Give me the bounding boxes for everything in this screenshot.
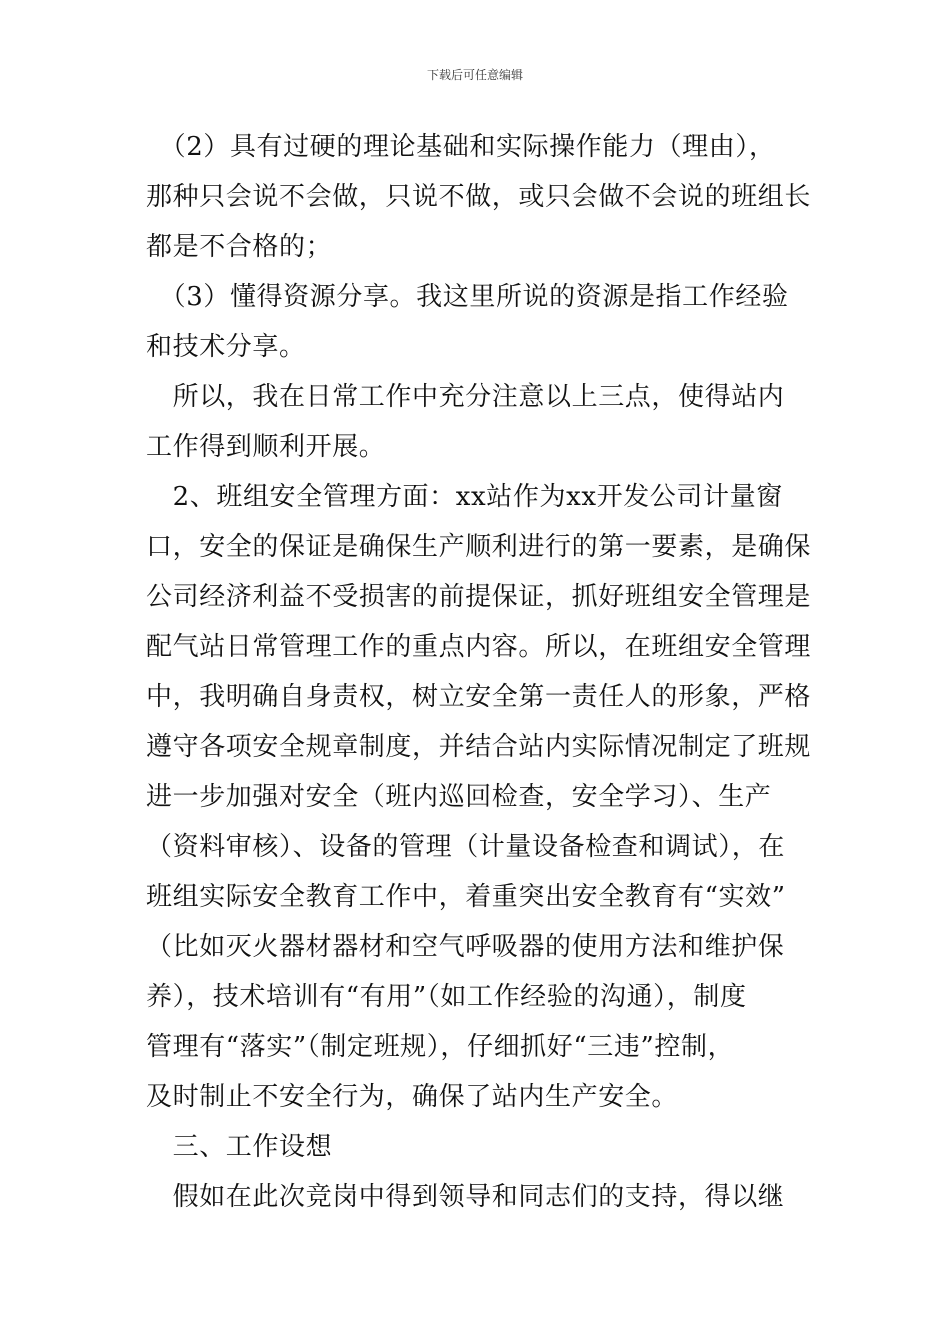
body-line: 都是不合格的； [146, 232, 333, 262]
body-line: 和技术分享。 [146, 332, 306, 362]
body-line: 工作得到顺利开展。 [146, 432, 386, 462]
body-line: 班组实际安全教育工作中，着重突出安全教育有“实效” [146, 882, 786, 912]
body-line: 口，安全的保证是确保生产顺利进行的第一要素，是确保 [146, 532, 812, 562]
body-line: 所以，我在日常工作中充分注意以上三点，使得站内 [146, 382, 785, 412]
body-line: （资料审核）、设备的管理（计量设备检查和调试），在 [146, 832, 786, 862]
body-line: 公司经济利益不受损害的前提保证，抓好班组安全管理是 [146, 582, 812, 612]
body-line: 假如在此次竞岗中得到领导和同志们的支持，得以继 [146, 1182, 785, 1212]
body-line: （2）具有过硬的理论基础和实际操作能力（理由）， [146, 132, 776, 162]
body-line: 配气站日常管理工作的重点内容。所以，在班组安全管理 [146, 632, 812, 662]
body-line: 养），技术培训有“有用”（如工作经验的沟通），制度 [146, 982, 747, 1012]
page-header: 下载后可任意编辑 [426, 68, 523, 82]
body-line: 进一步加强对安全（班内巡回检查，安全学习）、生产 [146, 782, 772, 812]
body-line: 管理有“落实”（制定班规），仔细抓好“三违”控制， [146, 1032, 735, 1062]
body-line: 那种只会说不会做，只说不做，或只会做不会说的班组长 [146, 182, 812, 212]
body-line: 2、班组安全管理方面：xx站作为xx开发公司计量窗 [146, 482, 783, 512]
body-line: 及时制止不安全行为，确保了站内生产安全。 [146, 1082, 679, 1112]
body-line: （比如灭火器材器材和空气呼吸器的使用方法和维护保 [146, 932, 785, 962]
section-heading: 三、工作设想 [146, 1132, 333, 1162]
body-line: （3）懂得资源分享。我这里所说的资源是指工作经验 [146, 282, 789, 312]
body-line: 遵守各项安全规章制度，并结合站内实际情况制定了班规 [146, 732, 812, 762]
body-line: 中，我明确自身责权，树立安全第一责任人的形象，严格 [146, 682, 812, 712]
